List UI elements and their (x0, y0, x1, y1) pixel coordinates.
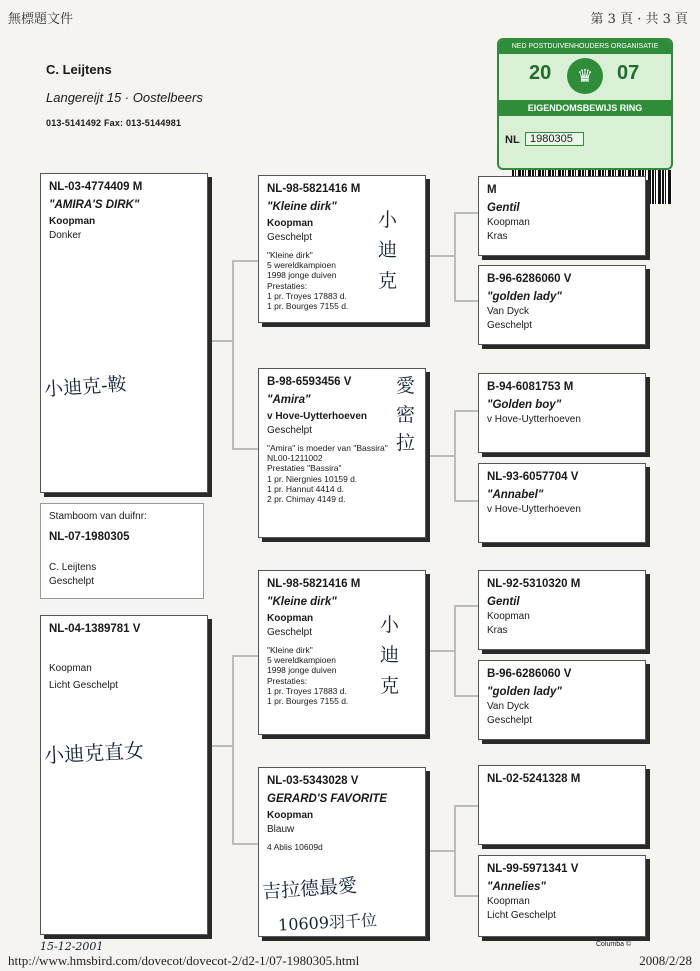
dam-dam-breed: Koopman (267, 810, 314, 822)
sire-ring: NL-03-4774409 M (49, 181, 143, 193)
sire-color: Donker (49, 229, 82, 241)
sire-dam-breed: v Hove-Uytterhoeven (267, 411, 368, 423)
dam-sire-dam-card (478, 660, 646, 740)
sire-dam-sire-card (478, 373, 646, 453)
connector-line (454, 805, 456, 897)
sss-ring: M (487, 184, 497, 196)
sire-name: "AMIRA'S DIRK" (49, 198, 140, 211)
connector-line (454, 895, 478, 897)
connector-line (232, 655, 234, 845)
connector-line (454, 212, 478, 214)
connector-line (454, 805, 478, 807)
stamp-country: NL (505, 134, 520, 146)
dam-dam-sire-card (478, 765, 646, 845)
dsd-breed: Van Dyck (487, 701, 530, 713)
ring-certificate-stamp (497, 38, 673, 170)
connector-line (454, 500, 478, 502)
connector-line (426, 455, 454, 457)
stamp-year-left: 20 (529, 62, 552, 84)
sire-sire-color: Geschelpt (267, 231, 313, 243)
connector-line (454, 605, 456, 697)
sire-dam-notes: "Amira" is moeder van "Bassira" NL00-1211002 Prestaties "Bassira" 1 pr. Niergnies 10159 d. 1 pr. Hannut 4414 d. 2 pr. Chimay 4149 d. (267, 443, 388, 504)
ddd-ring: NL-99-5971341 V (487, 863, 579, 875)
connector-line (232, 843, 258, 845)
dam-dam-color: Blauw (267, 823, 295, 835)
lion-crest-icon: ♛ (567, 58, 603, 94)
page-url[interactable]: http://www.hmsbird.com/dovecot/dovecot-2/d2-1/07-1980305.html (8, 953, 360, 968)
stamp-band: EIGENDOMSBEWIJS RING (499, 100, 671, 116)
owner-phone: 013-5141492 Fax: 013-5144981 (46, 118, 182, 128)
sire-sire-breed: Koopman (267, 218, 314, 230)
sire-sire-name: "Kleine dirk" (267, 200, 337, 213)
connector-line (454, 695, 478, 697)
dam-sire-color: Geschelpt (267, 626, 313, 638)
dam-sire-notes: "Kleine dirk" 5 wereldkampioen 1998 jonge duiven Prestaties: 1 pr. Troyes 17883 d. 1 pr. Bourges 7155 d. (267, 645, 349, 706)
print-date: 2008/2/28 (639, 953, 692, 968)
date-scribble: 15-12-2001 (40, 940, 104, 953)
connector-line (426, 850, 454, 852)
connector-line (454, 212, 456, 302)
sire-handwritten-note: 小迪克-鞍 (43, 373, 128, 401)
sss-breed: Koopman (487, 217, 530, 229)
connector-line (426, 255, 454, 257)
subject-owner: C. Leijtens (49, 562, 97, 574)
sdd-breed: v Hove-Uytterhoeven (487, 504, 581, 516)
ssd-breed: Van Dyck (487, 306, 530, 318)
dam-color: Licht Geschelpt (49, 680, 118, 692)
connector-line (208, 340, 232, 342)
connector-line (454, 410, 456, 502)
stamp-ring-number: 1980305 (525, 132, 584, 146)
ddd-breed: Koopman (487, 896, 530, 908)
ssd-color: Geschelpt (487, 319, 533, 331)
sire-sire-sire-card (478, 176, 646, 256)
dam-sire-handwritten-note: 小迪克 (380, 614, 400, 697)
subject-label: Stamboom van duifnr: (49, 511, 147, 522)
sdd-ring: NL-93-6057704 V (487, 471, 579, 483)
owner-address: Langereijt 15 · Oostelbeers (46, 90, 203, 105)
stamp-year-right: 07 (617, 62, 640, 84)
dam-dam-name: GERARD'S FAVORITE (267, 792, 388, 805)
dam-ring: NL-04-1389781 V (49, 623, 141, 635)
dss-breed: Koopman (487, 611, 530, 623)
dss-name: Gentil (487, 595, 520, 608)
sss-color: Kras (487, 230, 508, 242)
sire-breed: Koopman (49, 216, 96, 228)
dam-sire-sire-card (478, 570, 646, 650)
ddd-name: "Annelies" (487, 880, 546, 893)
sds-ring: B-94-6081753 M (487, 381, 574, 393)
dsd-ring: B-96-6286060 V (487, 668, 572, 680)
sire-sire-notes: "Kleine dirk" 5 wereldkampioen 1998 jonge duiven Prestaties: 1 pr. Troyes 17883 d. 1 pr. Bourges 7155 d. (267, 250, 349, 311)
sire-dam-dam-card (478, 463, 646, 543)
dam-sire-ring: NL-98-5821416 M (267, 578, 361, 590)
sire-dam-name: "Amira" (267, 393, 311, 406)
connector-line (232, 260, 258, 262)
dam-sire-breed: Koopman (267, 613, 314, 625)
sire-sire-dam-card (478, 265, 646, 345)
connector-line (232, 260, 234, 450)
dam-dam-ring: NL-03-5343028 V (267, 775, 359, 787)
sire-card (40, 173, 208, 493)
sire-sire-handwritten-note: 小迪克 (378, 209, 398, 292)
dds-ring: NL-02-5241328 M (487, 773, 581, 785)
ssd-ring: B-96-6286060 V (487, 273, 572, 285)
ddd-color: Licht Geschelpt (487, 909, 556, 921)
dam-sire-name: "Kleine dirk" (267, 595, 337, 608)
connector-line (454, 410, 478, 412)
dam-breed: Koopman (49, 662, 92, 674)
subject-color: Geschelpt (49, 575, 95, 587)
dam-dam-notes: 4 Ablis 10609d (267, 842, 323, 853)
browser-page-title: 無標題文件 (8, 12, 74, 27)
ssd-name: "golden lady" (487, 290, 562, 303)
dsd-name: "golden lady" (487, 685, 562, 698)
dam-handwritten-note: 小迪克直女 (43, 738, 145, 768)
subject-card (40, 503, 204, 599)
connector-line (454, 300, 478, 302)
columba-credit: Columba © (596, 941, 632, 948)
sire-dam-handwritten-note: 愛密拉 (396, 375, 416, 454)
connector-line (208, 745, 232, 747)
dam-card (40, 615, 208, 935)
owner-name: C. Leijtens (46, 62, 112, 77)
dam-dam-handwritten-note: 吉拉德最愛 (261, 874, 358, 904)
sire-dam-ring: B-98-6593456 V (267, 376, 352, 388)
connector-line (426, 650, 454, 652)
connector-line (232, 655, 258, 657)
sire-sire-ring: NL-98-5821416 M (267, 183, 361, 195)
subject-ring: NL-07-1980305 (49, 530, 130, 543)
dam-dam-dam-card (478, 855, 646, 937)
dsd-color: Geschelpt (487, 714, 533, 726)
sss-name: Gentil (487, 201, 520, 214)
sds-name: "Golden boy" (487, 398, 562, 411)
dam-dam-handwritten-count: 10609羽千位 (277, 910, 378, 935)
page-number: 第 3 頁 · 共 3 頁 (590, 12, 688, 27)
dss-color: Kras (487, 624, 508, 636)
sds-breed: v Hove-Uytterhoeven (487, 414, 581, 426)
sdd-name: "Annabel" (487, 488, 544, 501)
connector-line (232, 448, 258, 450)
dss-ring: NL-92-5310320 M (487, 578, 581, 590)
stamp-header: NED POSTDUIVENHOUDERS ORGANISATIE (499, 40, 671, 54)
connector-line (454, 605, 478, 607)
sire-dam-color: Geschelpt (267, 424, 313, 436)
